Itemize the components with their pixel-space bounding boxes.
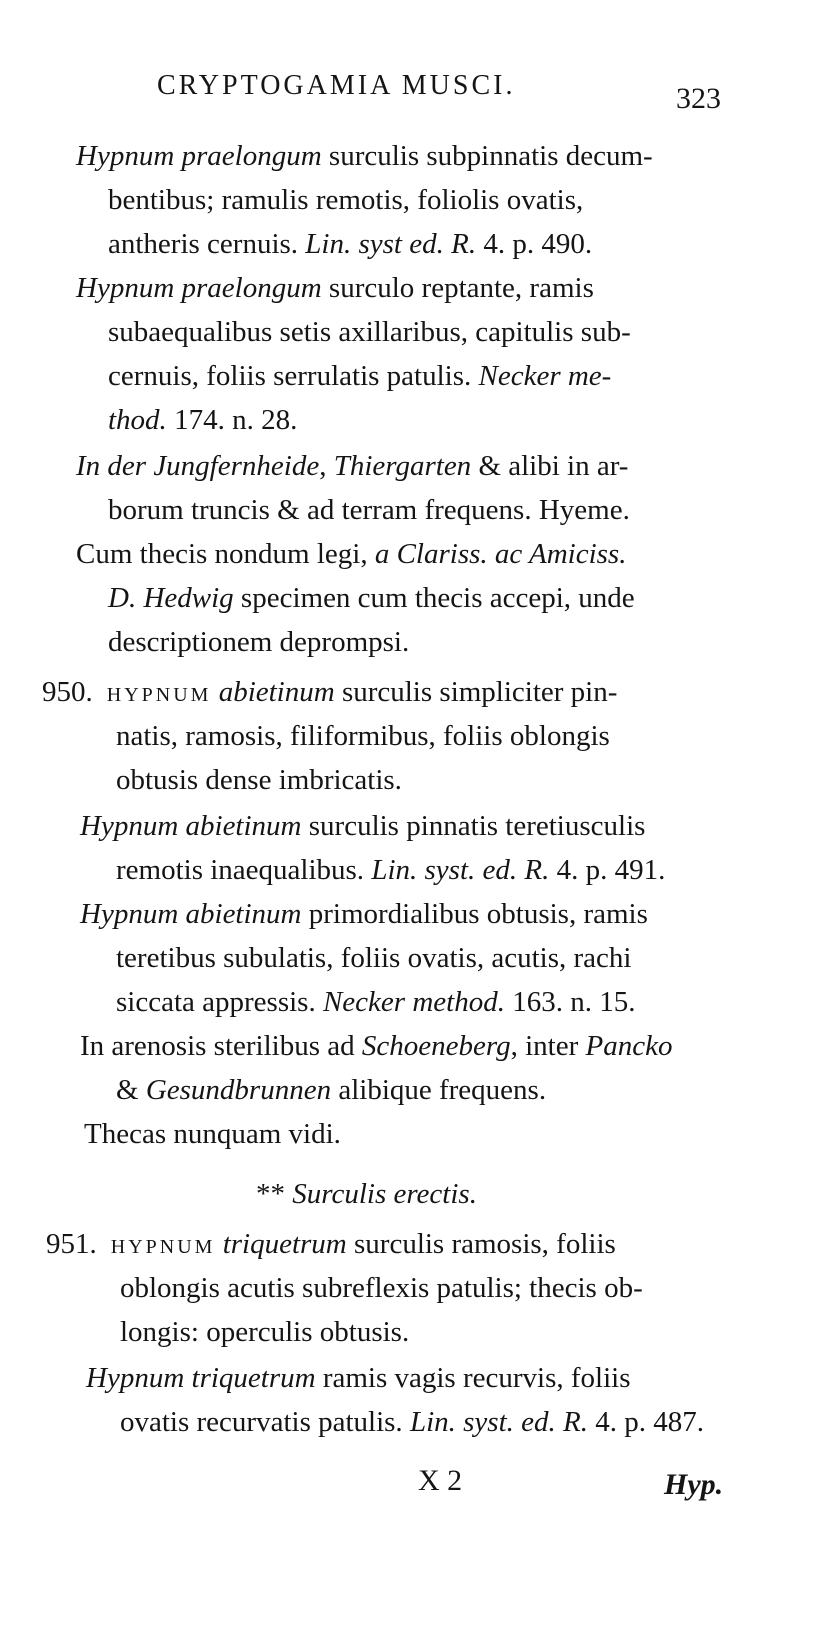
genus-name: HYPNUM [110,1236,216,1258]
text-line [116,722,610,751]
text-run: surculis ramosis, foliis [346,1228,616,1260]
text-run: Cum thecis nondum legi, [76,538,375,570]
text-run: siccata appressis. [116,986,323,1018]
species-name: triquetrum [215,1228,347,1260]
signature-mark: X 2 [418,1464,463,1497]
text-run: teretibus subulatis, foliis ovatis, acutis, rachi [116,942,632,974]
species-name: Hypnum abietinum [80,898,302,930]
text-run: antheris cernuis. [108,228,306,260]
text-line [108,362,611,391]
text-run: surculo reptante, ramis [321,272,594,304]
text-run: remotis inaequalibus. [116,854,372,886]
text-line [116,1076,546,1105]
text-run: primordialibus obtusis, ramis [301,898,648,930]
locality: Gesundbrunnen [145,1074,332,1106]
text-run: alibique frequens. [331,1074,547,1106]
text-line [116,766,402,795]
locality: In der Jungfernheide [76,450,320,482]
text-run: & [116,1074,146,1106]
text-line [108,496,630,525]
text-line [108,318,631,347]
citation: Lin. syst ed. R. [305,228,477,260]
text-run: 174. n. 28. [166,404,298,436]
text-run: subaequalibus setis axillaribus, capitulis sub- [108,316,631,348]
text-run: In arenosis sterilibus ad [80,1030,362,1062]
text-line [80,1032,672,1061]
citation: Lin. syst. ed. R. [371,854,550,886]
person-name: D. Hedwig [108,582,234,614]
text-line [84,1120,341,1149]
text-run: surculis pinnatis teretiusculis [301,810,646,842]
species-name: Hypnum praelongum [76,272,322,304]
citation: Necker method. [322,986,505,1018]
text-run: cernuis, foliis serrulatis patulis. [108,360,479,392]
section-heading [256,1180,477,1209]
text-line [76,142,653,171]
text-line [120,1408,704,1437]
text-line [108,186,583,215]
text-line [80,812,645,841]
text-line [120,1274,643,1303]
citation: Necker me- [478,360,612,392]
catchword: Hyp. [664,1468,724,1501]
text-run: 4. p. 491. [549,854,666,886]
text-run-italic: a Clariss. ac Amiciss. [374,538,627,570]
text-run: , [319,450,334,482]
text-line [42,678,617,707]
text-line [120,1318,409,1347]
text-line [46,1230,616,1259]
section-title: Surculis erectis. [292,1178,477,1210]
citation: Lin. syst. ed. R. [409,1406,588,1438]
text-run: surculis simpliciter pin- [334,676,618,708]
text-run: 163. n. 15. [504,986,636,1018]
text-run: bentibus; ramulis remotis, foliolis ovatis, [108,184,584,216]
text-line [108,584,635,613]
text-run: ovatis recurvatis patulis. [120,1406,410,1438]
text-line [116,944,631,973]
locality: Thiergarten [333,450,472,482]
species-name: Hypnum triquetrum [86,1362,316,1394]
text-line [116,856,665,885]
entry-number: 950. [42,676,93,708]
text-line [116,988,635,1017]
genus-name: HYPNUM [106,684,212,706]
asterisks: ** [256,1178,293,1210]
text-run: 4. p. 487. [587,1406,704,1438]
text-run: obtusis dense imbricatis. [116,764,402,796]
entry-number: 951. [46,1228,97,1260]
text-run: borum truncis & ad terram frequens. Hyeme. [108,494,630,526]
running-title: CRYPTOGAMIA MUSCI. [157,70,516,101]
text-line [86,1364,631,1393]
text-line [108,230,592,259]
page-number: 323 [676,82,721,115]
text-line [108,628,409,657]
citation: thod. [108,404,167,436]
locality: Pancko [585,1030,673,1062]
text-line [76,274,594,303]
text-run: ramis vagis recurvis, foliis [315,1362,631,1394]
species-name: abietinum [211,676,335,708]
locality: Schoeneberg [361,1030,511,1062]
text-run: surculis subpinnatis decum- [321,140,653,172]
text-run: longis: operculis obtusis. [120,1316,410,1348]
species-name: Hypnum abietinum [80,810,302,842]
text-line [80,900,648,929]
text-run: specimen cum thecis accepi, unde [233,582,635,614]
text-run: descriptionem deprompsi. [108,626,410,658]
text-run: oblongis acutis subreflexis patulis; thecis ob- [120,1272,643,1304]
species-name: Hypnum praelongum [76,140,322,172]
text-line [108,406,297,435]
text-run: 4. p. 490. [476,228,593,260]
text-line [76,452,628,481]
text-line [76,540,626,569]
text-run: Thecas nunquam vidi. [84,1118,341,1150]
text-run: & alibi in ar- [471,450,629,482]
text-run: natis, ramosis, filiformibus, foliis oblongis [116,720,610,752]
text-run: , inter [510,1030,586,1062]
